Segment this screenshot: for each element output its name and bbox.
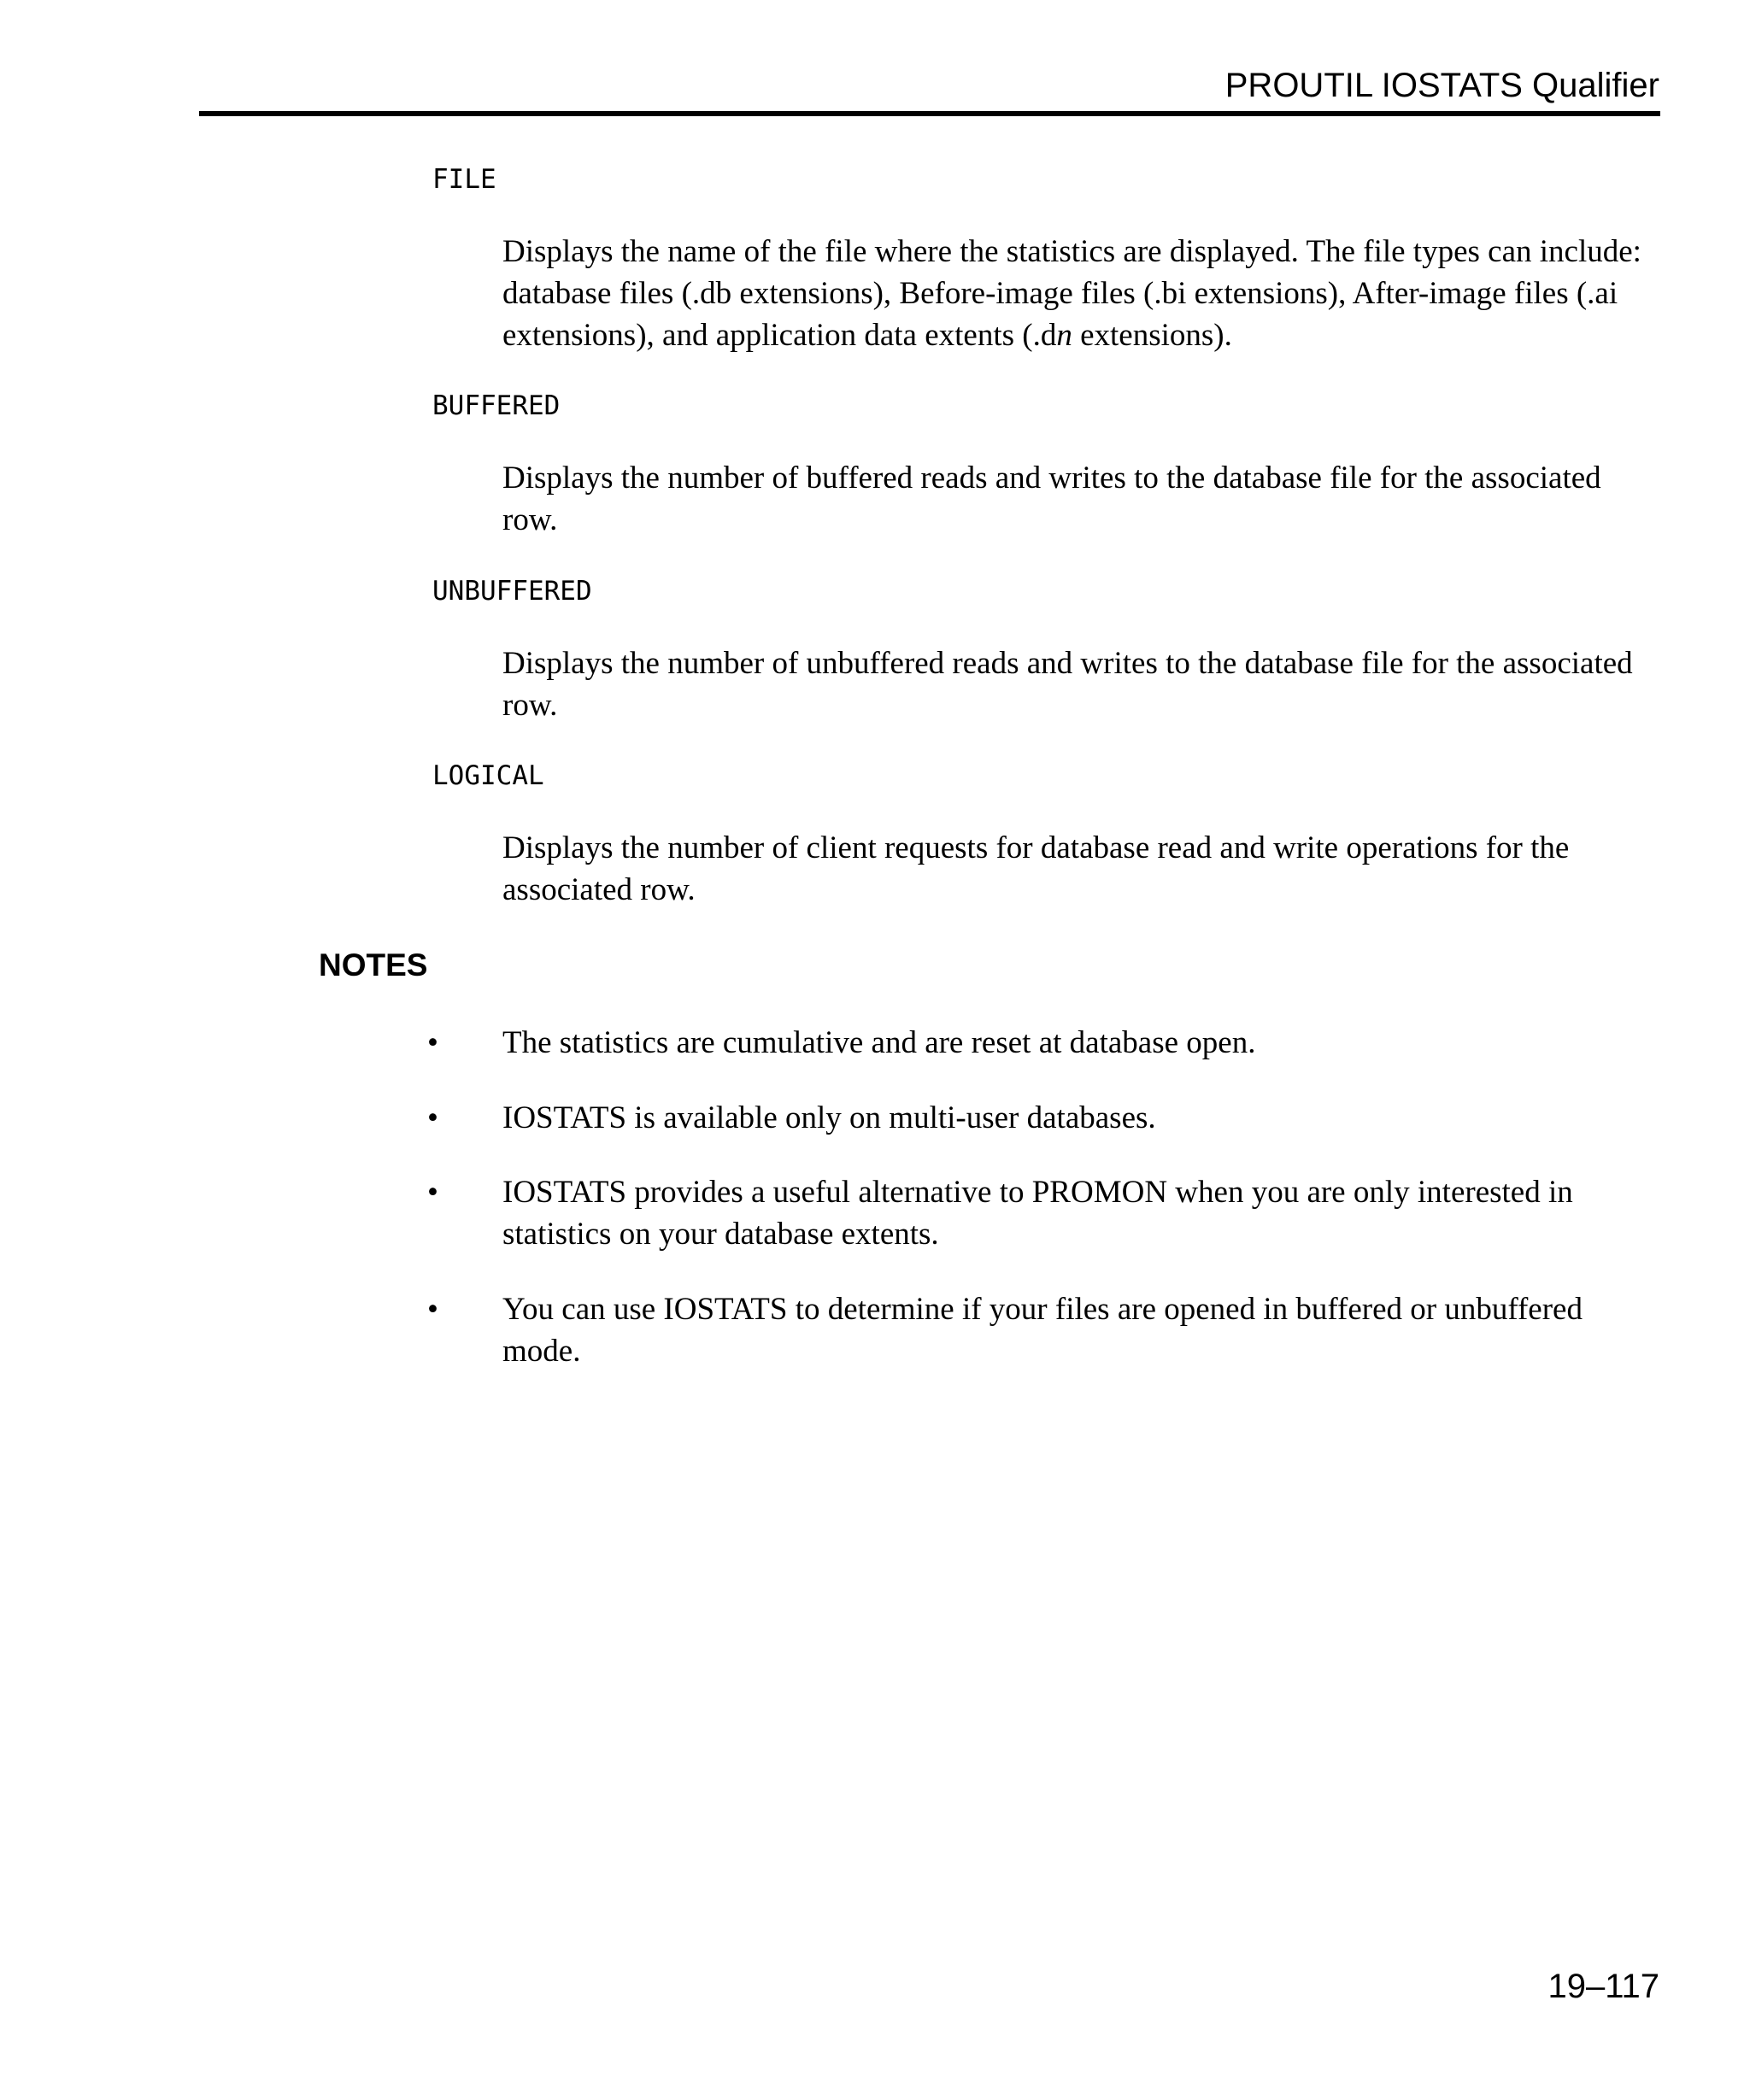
description-line: Displays the number of client requests for database read and write operations for the [502,830,1570,865]
term-unbuffered: UNBUFFERED [432,576,592,607]
term-file: FILE [432,164,496,195]
term-logical: LOGICAL [432,760,544,791]
description-line: extensions), and application data extents (.dn extensions). [502,318,1232,353]
description-line: associated row. [502,872,696,907]
bullet-icon: • [427,1100,438,1135]
note-item [502,1171,1665,1255]
term-buffered: BUFFERED [432,390,561,421]
italic-n: n [1056,318,1072,353]
bullet-icon: • [427,1292,438,1327]
note-item [502,1097,1665,1139]
bullet-icon: • [427,1175,438,1210]
note-line: IOSTATS is available only on multi-user databases. [502,1100,1156,1135]
description-line: row. [502,502,558,537]
description-logical [502,827,1665,911]
note-line: You can use IOSTATS to determine if your files are opened in buffered or unbuffered [502,1292,1583,1327]
description-line: Displays the number of buffered reads and writes to the database file for the associated [502,460,1601,496]
note-line: IOSTATS provides a useful alternative to PROMON when you are only interested in [502,1175,1573,1210]
note-item [502,1288,1665,1372]
notes-heading: NOTES [319,947,428,983]
header-rule [199,111,1660,116]
description-line: database files (.db extensions), Before-image files (.bi extensions), After-image files (.ai [502,276,1618,311]
description-buffered [502,457,1665,541]
page-header-title: PROUTIL IOSTATS Qualifier [1224,67,1659,104]
description-line: row. [502,688,558,723]
note-line: statistics on your database extents. [502,1217,939,1252]
description-unbuffered [502,642,1665,726]
description-line: Displays the name of the file where the statistics are displayed. The file types can include: [502,234,1641,269]
note-line: The statistics are cumulative and are reset at database open. [502,1025,1256,1060]
bullet-icon: • [427,1025,438,1060]
page-number: 19–117 [1547,1968,1659,2005]
description-line: Displays the number of unbuffered reads and writes to the database file for the associated [502,646,1633,681]
description-file [502,231,1665,356]
note-line: mode. [502,1334,581,1369]
note-item [502,1022,1665,1064]
